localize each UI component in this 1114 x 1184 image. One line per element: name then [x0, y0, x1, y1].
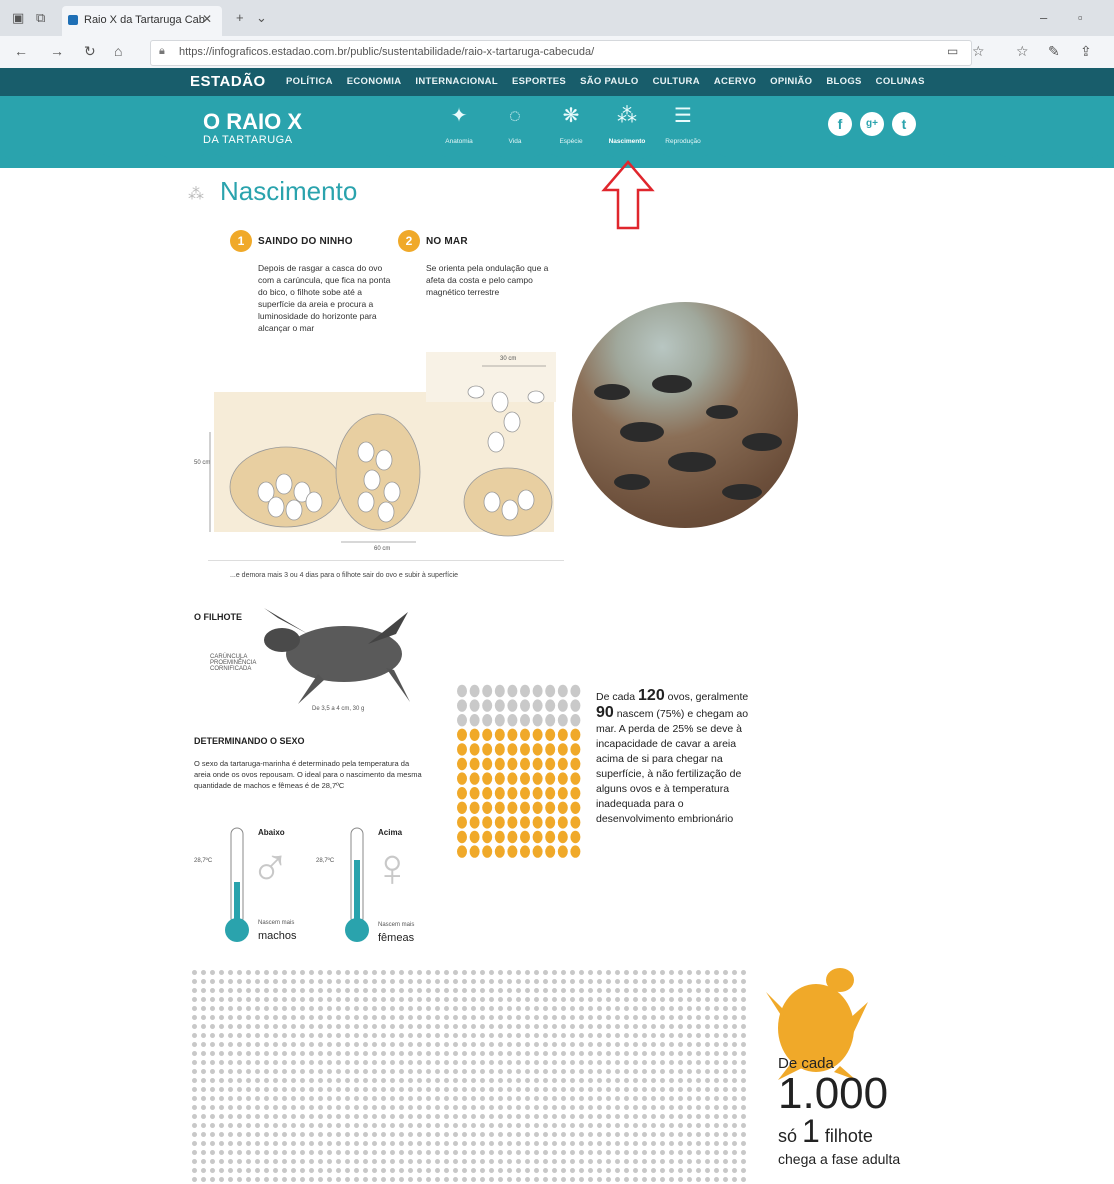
- egg: [482, 685, 492, 697]
- section-tab-label: Anatomia: [445, 138, 473, 145]
- egg: [545, 802, 555, 814]
- tab-actions-icon[interactable]: ▣: [12, 10, 25, 25]
- egg: [457, 714, 467, 726]
- eggs-stat-prefix: De cada: [596, 691, 636, 703]
- egg: [507, 685, 517, 697]
- social-links: [828, 112, 916, 136]
- depth-measure: 50 cm: [194, 460, 211, 466]
- below-temp: 28,7ºC: [194, 858, 213, 864]
- egg: [482, 787, 492, 799]
- male-symbol-icon: ♂: [250, 838, 291, 898]
- egg: [533, 714, 543, 726]
- browser-tab[interactable]: [62, 6, 222, 36]
- site-logo[interactable]: ESTADÃO: [190, 73, 266, 90]
- egg: [457, 699, 467, 711]
- female-symbol-icon: ♀: [372, 838, 413, 898]
- egg: [457, 845, 467, 857]
- egg: [457, 729, 467, 741]
- egg: [570, 729, 580, 741]
- favorite-icon[interactable]: ☆: [972, 43, 985, 59]
- egg: [482, 845, 492, 857]
- egg: [507, 845, 517, 857]
- egg: [545, 831, 555, 843]
- egg: [520, 729, 530, 741]
- egg: [520, 772, 530, 784]
- egg: [558, 772, 568, 784]
- hatchling-size: De 3,5 a 4 cm, 30 g: [312, 706, 365, 712]
- sex-title: DETERMINANDO O SEXO: [194, 736, 305, 746]
- egg: [545, 714, 555, 726]
- egg: [545, 758, 555, 770]
- section-nav: [440, 104, 702, 145]
- egg: [507, 714, 517, 726]
- egg: [507, 758, 517, 770]
- adult-stat-big: 1.000: [778, 1069, 889, 1118]
- step-title: NO MAR: [426, 236, 468, 247]
- menu-item-cultura[interactable]: CULTURA: [652, 76, 700, 87]
- egg: [545, 699, 555, 711]
- egg: [520, 787, 530, 799]
- menu-item-esportes[interactable]: ESPORTES: [511, 76, 567, 87]
- females-label: fêmeas: [378, 932, 415, 944]
- egg: [570, 816, 580, 828]
- egg: [570, 699, 580, 711]
- section-tab-anatomia[interactable]: [440, 104, 478, 145]
- egg: [470, 787, 480, 799]
- egg: [495, 816, 505, 828]
- section-tab-label: Reprodução: [665, 138, 701, 145]
- hatchlings-photo: [572, 302, 798, 528]
- egg: [558, 831, 568, 843]
- twitter-icon[interactable]: t: [892, 112, 916, 136]
- step-number: 2: [398, 230, 420, 252]
- egg: [470, 714, 480, 726]
- menu-item-internacional[interactable]: INTERNACIONAL: [415, 76, 498, 87]
- egg: [533, 772, 543, 784]
- egg: [558, 685, 568, 697]
- egg: [533, 685, 543, 697]
- egg: [545, 685, 555, 697]
- males-label: machos: [258, 930, 297, 942]
- egg: [470, 729, 480, 741]
- page-subtitle: DA TARTARUGA: [203, 134, 293, 146]
- egg: [520, 699, 530, 711]
- cycle-icon: ◌: [509, 105, 521, 127]
- eggs-icon: ⁂: [188, 186, 204, 203]
- egg: [533, 845, 543, 857]
- pen-icon[interactable]: ✎: [1048, 43, 1060, 59]
- above-label: Acima: [378, 828, 403, 837]
- width-measure: 60 cm: [374, 546, 391, 552]
- egg: [495, 831, 505, 843]
- egg: [470, 758, 480, 770]
- hatchling-callout: CARÚNCULA PROEMINÊNCIA CORNIFICADA: [210, 654, 257, 672]
- eggs-stat-rest: nascem (75%) e chegam ao mar. A perda de 25% se deve à incapacidade de cavar a areia acima de si para chegar na superfície, à não fertilização de alguns ovos e à temperatura inadequada para o desenvolvimento embrionário: [596, 708, 749, 825]
- egg: [558, 729, 568, 741]
- egg: [545, 816, 555, 828]
- egg: [457, 758, 467, 770]
- egg: [558, 758, 568, 770]
- egg: [470, 743, 480, 755]
- egg: [507, 699, 517, 711]
- egg: [457, 685, 467, 697]
- reading-view-icon[interactable]: ▭: [947, 44, 959, 58]
- egg: [482, 772, 492, 784]
- egg: [558, 699, 568, 711]
- egg: [507, 772, 517, 784]
- egg: [570, 743, 580, 755]
- step-title: SAINDO DO NINHO: [258, 236, 353, 247]
- eggs-born: 90: [596, 704, 614, 721]
- egg: [470, 802, 480, 814]
- egg: [558, 816, 568, 828]
- egg: [482, 758, 492, 770]
- egg: [470, 816, 480, 828]
- egg: [507, 729, 517, 741]
- thermometer-low-icon: [222, 826, 252, 946]
- url-text: https://infograficos.estadao.com.br/public/sustentabilidade/raio-x-tartaruga-cabecuda/: [179, 46, 595, 58]
- egg: [470, 845, 480, 857]
- egg: [457, 787, 467, 799]
- egg: [495, 787, 505, 799]
- egg: [520, 743, 530, 755]
- section-tab-label: Espécie: [559, 138, 583, 145]
- step-text: Depois de rasgar a casca do ovo com a carúncula, que fica na ponta do bico, o filhote sobe até a superfície da areia e procura a luminosidade do horizonte para alcançar o mar: [258, 263, 391, 333]
- egg: [558, 802, 568, 814]
- adult-stat-prefix: De cada: [778, 1055, 834, 1072]
- egg: [545, 845, 555, 857]
- egg: [570, 802, 580, 814]
- minimize-icon[interactable]: –: [1040, 10, 1048, 25]
- egg: [457, 802, 467, 814]
- egg: [533, 787, 543, 799]
- egg: [570, 758, 580, 770]
- egg: [495, 802, 505, 814]
- egg: [570, 772, 580, 784]
- menu-item-colunas[interactable]: COLUNAS: [875, 76, 925, 87]
- egg: [457, 831, 467, 843]
- below-label: Abaixo: [258, 828, 285, 837]
- hatchling-title: O FILHOTE: [194, 612, 242, 622]
- egg: [495, 699, 505, 711]
- share-icon[interactable]: ⇪: [1080, 43, 1092, 59]
- site-navbar: [0, 68, 1114, 96]
- egg: [533, 758, 543, 770]
- section-title: Nascimento: [220, 176, 358, 206]
- egg: [533, 729, 543, 741]
- egg: [495, 685, 505, 697]
- egg: [457, 743, 467, 755]
- adult-stat: [778, 1055, 900, 1167]
- new-tab-icon[interactable]: +: [236, 10, 244, 25]
- address-toolbar: [0, 36, 1114, 69]
- step-number: 1: [230, 230, 252, 252]
- egg: [507, 831, 517, 843]
- egg: [482, 816, 492, 828]
- egg: [482, 802, 492, 814]
- eggs-stat: [596, 688, 762, 827]
- egg-grid: [456, 684, 588, 868]
- wave-divider: [0, 152, 1114, 172]
- egg: [545, 787, 555, 799]
- lock-icon: 🔒︎: [159, 45, 165, 57]
- egg: [533, 802, 543, 814]
- nest-caption: ...e demora mais 3 ou 4 dias para o filhote sair do ovo e subir à superfície: [230, 572, 459, 579]
- egg: [507, 787, 517, 799]
- adult-stat-suffix: chega a fase adulta: [778, 1151, 901, 1167]
- egg: [482, 714, 492, 726]
- egg: [558, 743, 568, 755]
- refresh-icon[interactable]: ↻: [84, 43, 96, 59]
- shell-icon: ❋: [562, 105, 580, 127]
- section-tab-label: Nascimento: [608, 138, 646, 145]
- egg: [470, 685, 480, 697]
- egg: [520, 802, 530, 814]
- egg: [495, 743, 505, 755]
- google-plus-icon[interactable]: g+: [860, 112, 884, 136]
- menu-item-opiniao[interactable]: OPINIÃO: [770, 76, 813, 87]
- eggs-icon: ⁂: [617, 105, 637, 127]
- address-bar[interactable]: [150, 40, 972, 66]
- egg: [495, 772, 505, 784]
- tab-close-icon[interactable]: ✕: [202, 12, 213, 26]
- turtle-icon: ✦: [450, 105, 468, 127]
- eggs-stat-mid: ovos, geralmente: [667, 691, 749, 703]
- egg: [470, 699, 480, 711]
- nest-illustration: [196, 352, 568, 562]
- females-prefix: Nascem mais: [378, 922, 415, 928]
- section-tab-label: Vida: [508, 138, 522, 145]
- favorites-list-icon[interactable]: ☆: [1016, 43, 1029, 59]
- egg: [558, 845, 568, 857]
- page-title: O RAIO X: [203, 109, 303, 134]
- egg: [570, 831, 580, 843]
- home-icon[interactable]: ⌂: [114, 43, 123, 59]
- males-prefix: Nascem mais: [258, 920, 295, 926]
- egg: [507, 802, 517, 814]
- egg: [470, 831, 480, 843]
- section-tab-vida[interactable]: [496, 104, 534, 145]
- egg: [520, 714, 530, 726]
- egg: [495, 845, 505, 857]
- site-menu: [286, 76, 925, 87]
- sex-text: O sexo da tartaruga-marinha é determinado pela temperatura da areia onde os ovos repousam. O ideal para o nascimento da mesma quantidade de machos e fêmeas é de 28,7ºC: [194, 759, 422, 790]
- egg: [533, 816, 543, 828]
- tab-back-icon[interactable]: ⧉: [36, 10, 46, 25]
- adult-stat-so: só: [778, 1126, 798, 1146]
- egg: [520, 845, 530, 857]
- egg: [520, 685, 530, 697]
- egg: [507, 816, 517, 828]
- facebook-icon[interactable]: f: [828, 112, 852, 136]
- menu-item-acervo[interactable]: ACERVO: [713, 76, 757, 87]
- section-tab-especie[interactable]: [552, 104, 590, 145]
- egg: [533, 743, 543, 755]
- eggs-total: 120: [638, 687, 665, 704]
- egg: [495, 729, 505, 741]
- menu-item-blogs[interactable]: BLOGS: [826, 76, 862, 87]
- adult-stat-one: 1: [802, 1113, 820, 1149]
- egg: [570, 714, 580, 726]
- thermometer-high-icon: [342, 826, 372, 946]
- adult-stat-filhote: filhote: [824, 1126, 873, 1146]
- egg: [545, 743, 555, 755]
- back-icon[interactable]: ←: [14, 43, 28, 59]
- section-tab-nascimento[interactable]: [608, 104, 646, 145]
- favicon-icon: [68, 15, 78, 25]
- egg: [558, 714, 568, 726]
- egg: [457, 816, 467, 828]
- menu-item-politica[interactable]: POLÍTICA: [286, 76, 333, 87]
- egg: [545, 729, 555, 741]
- egg: [545, 772, 555, 784]
- browser-tab-bar: [0, 0, 1114, 36]
- photo-hatchlings: [572, 302, 798, 528]
- egg: [520, 758, 530, 770]
- egg: [457, 772, 467, 784]
- egg: [482, 699, 492, 711]
- tab-title: Raio X da Tartaruga Cab: [84, 14, 205, 26]
- thousand-dots-grid: [190, 968, 750, 1184]
- step-text: Se orienta pela ondulação que a afeta da costa e pelo campo magnético terrestre: [426, 263, 549, 297]
- menu-item-economia[interactable]: ECONOMIA: [346, 76, 402, 87]
- egg: [570, 787, 580, 799]
- egg: [570, 685, 580, 697]
- section-tab-reproducao[interactable]: [664, 104, 702, 145]
- egg: [495, 714, 505, 726]
- egg: [520, 831, 530, 843]
- egg: [520, 816, 530, 828]
- red-arrow-annotation: [600, 160, 656, 232]
- forward-icon[interactable]: →: [50, 43, 64, 59]
- top-measure: 30 cm: [500, 356, 517, 362]
- list-icon: ☰: [674, 105, 692, 127]
- egg: [570, 845, 580, 857]
- egg: [482, 729, 492, 741]
- above-temp: 28,7ºC: [316, 858, 335, 864]
- egg: [495, 758, 505, 770]
- egg: [470, 772, 480, 784]
- restore-icon[interactable]: ▫: [1078, 10, 1083, 25]
- egg: [533, 831, 543, 843]
- egg: [507, 743, 517, 755]
- hatchling-illustration: [258, 604, 418, 708]
- menu-item-sao-paulo[interactable]: SÃO PAULO: [580, 76, 639, 87]
- egg: [482, 743, 492, 755]
- egg: [533, 699, 543, 711]
- egg: [558, 787, 568, 799]
- egg: [482, 831, 492, 843]
- tab-list-icon[interactable]: ⌄: [256, 10, 267, 25]
- divider: [208, 560, 564, 561]
